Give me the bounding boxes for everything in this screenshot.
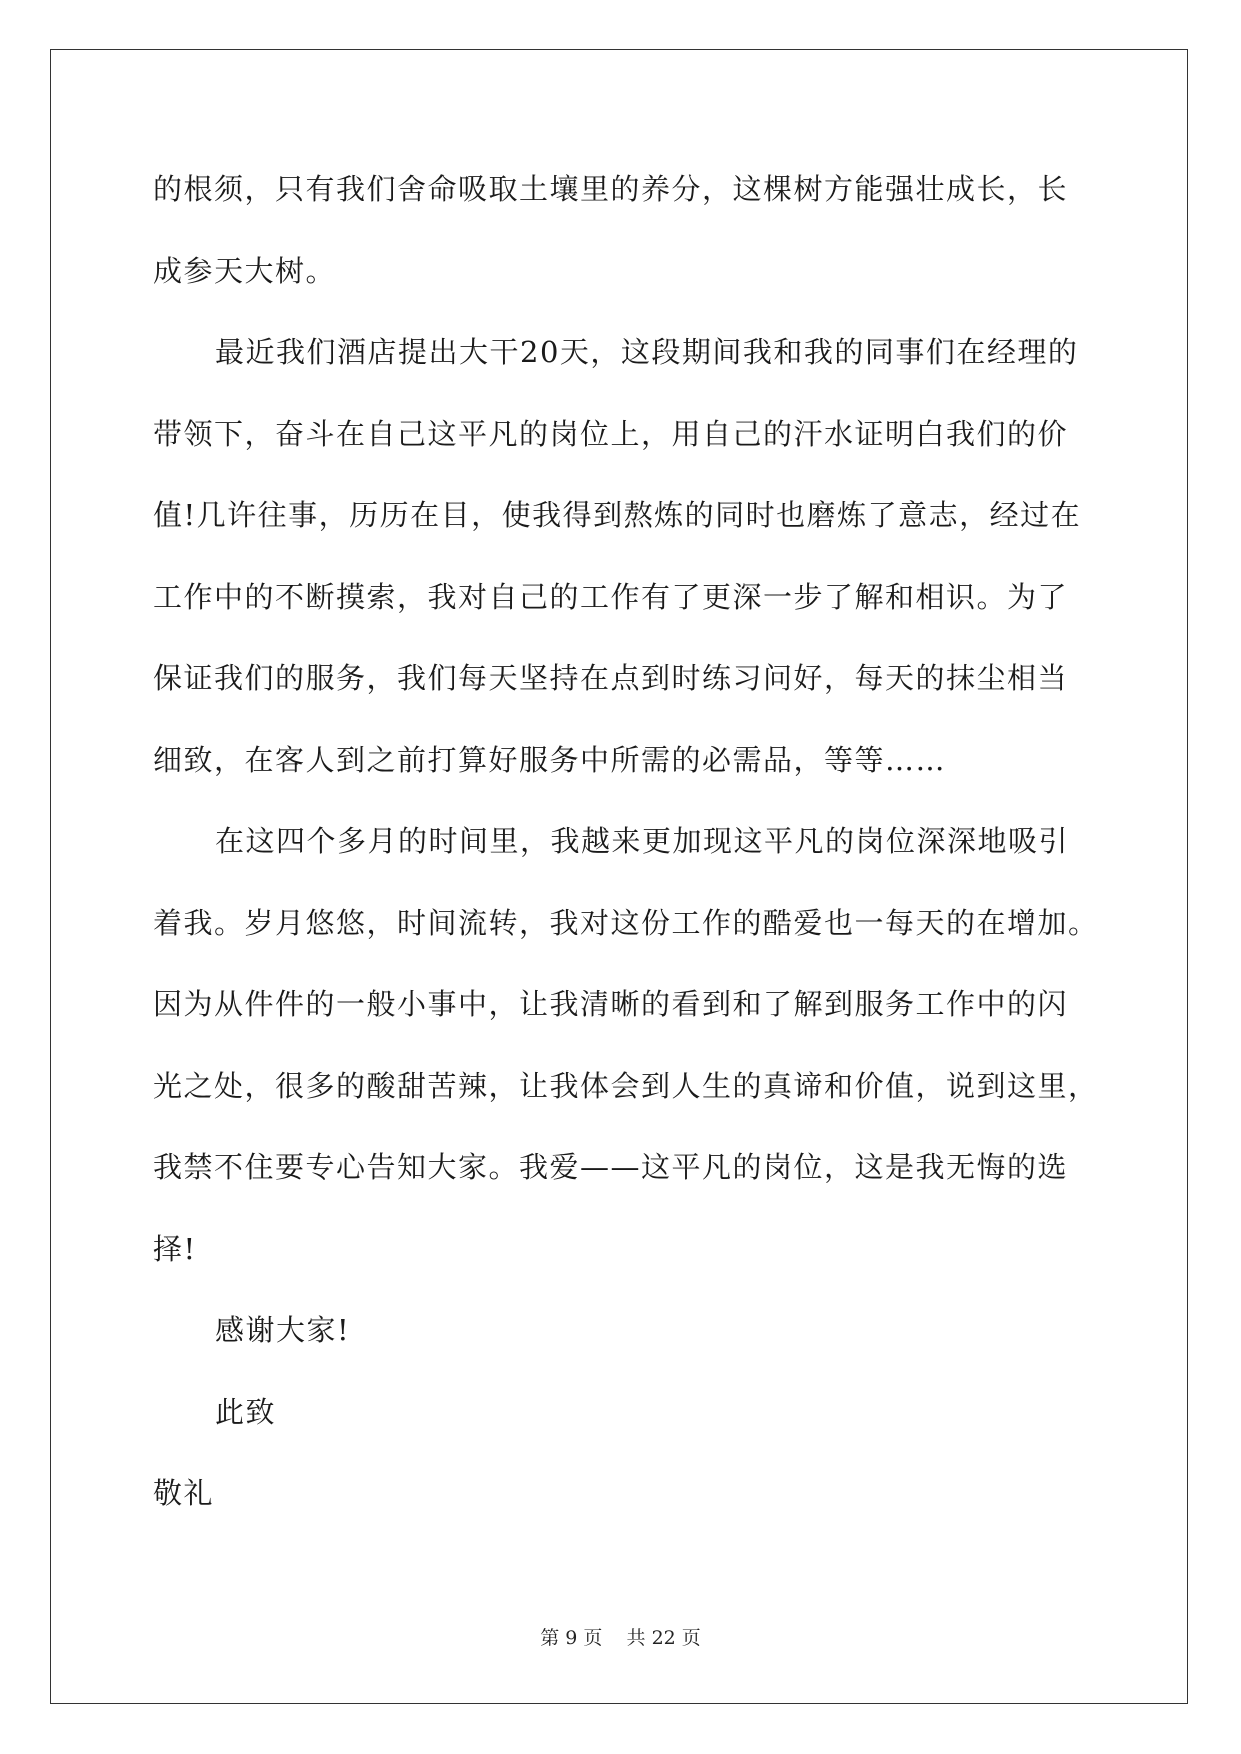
- closing-salutation: 此致: [215, 1394, 277, 1429]
- closing-regards: 敬礼: [153, 1476, 215, 1510]
- paragraph-line: 光之处，很多的酸甜苦辣，让我体会到人生的真谛和价值，说到这里，: [153, 1068, 1099, 1103]
- paragraph-line: 细致，在客人到之前打算好服务中所需的必需品，等等……: [153, 742, 947, 777]
- page-number: 第 9 页: [540, 1627, 603, 1649]
- paragraph-line: 带领下，奋斗在自己这平凡的岗位上，用自己的汗水证明白我们的价: [153, 416, 1069, 451]
- paragraph-line: 我禁不住要专心告知大家。我爱——这平凡的岗位，这是我无悔的选: [153, 1150, 1069, 1184]
- paragraph-line: 成参天大树。: [153, 253, 337, 288]
- paragraph-line: 工作中的不断摸索，我对自己的工作有了更深一步了解和相识。为了: [153, 579, 1069, 614]
- paragraph-line: 的根须，只有我们舍命吸取土壤里的养分，这棵树方能强壮成长，长: [153, 172, 1069, 206]
- paragraph-line: 择!: [153, 1231, 197, 1266]
- page-total: 共 22 页: [626, 1627, 701, 1649]
- document-body: [153, 160, 1113, 1546]
- paragraph-line: 最近我们酒店提出大干20天，这段期间我和我的同事们在经理的: [215, 335, 1079, 369]
- paragraph-line: 值!几许往事，历历在目，使我得到熬炼的同时也磨炼了意志，经过在: [153, 498, 1082, 532]
- paragraph-line: 因为从件件的一般小事中，让我清晰的看到和了解到服务工作中的闪: [153, 987, 1069, 1021]
- paragraph-line: 着我。岁月悠悠，时间流转，我对这份工作的酷爱也一每天的在增加。: [153, 905, 1099, 940]
- paragraph-line: 在这四个多月的时间里，我越来更加现这平凡的岗位深深地吸引: [215, 824, 1070, 858]
- page-footer: [0, 1625, 1241, 1651]
- closing-thanks: 感谢大家!: [215, 1313, 351, 1347]
- paragraph-line: 保证我们的服务，我们每天坚持在点到时练习问好，每天的抹尘相当: [153, 661, 1069, 695]
